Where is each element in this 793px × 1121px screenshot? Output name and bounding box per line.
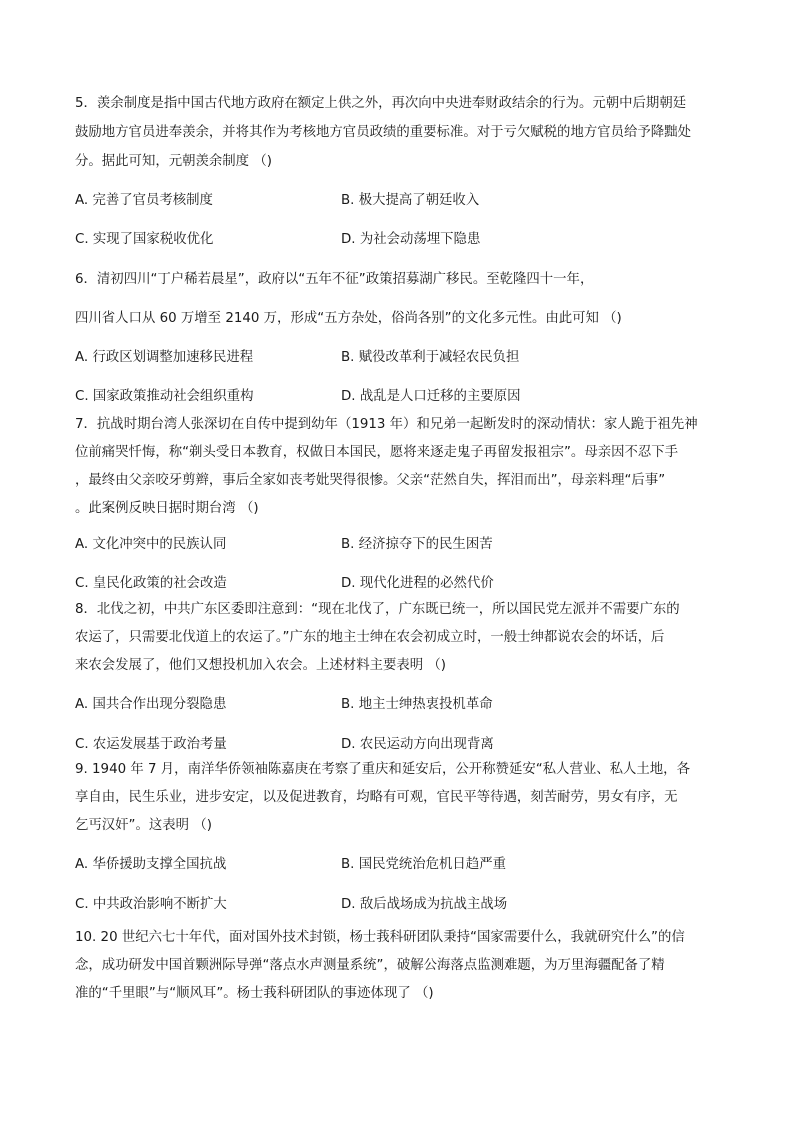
question-9-line-1: 9. 1940 年 7 月，南洋华侨领袖陈嘉庚在考察了重庆和延安后，公开称赞延安“私人营业、私人土地，各 [75,762,690,777]
question-6-option-b: B. 赋役改革利于减轻农民负担 [341,350,520,365]
question-6-option-d: D. 战乱是人口迁移的主要原因 [341,389,521,404]
question-7-option-d: D. 现代化进程的必然代价 [341,576,494,591]
question-9-option-c: C. 中共政治影响不断扩大 [75,897,227,912]
question-6-line-1: 6．清初四川“丁户稀若晨星”，政府以“五年不征”政策招募湖广移民。至乾隆四十一年， [75,272,594,287]
question-5-option-d: D. 为社会动荡埋下隐患 [341,232,481,247]
question-8-line-1: 8．北伐之初，中共广东区委即注意到：“现在北伐了，广东既已统一，所以国民党左派并不需要广东的 [75,602,680,617]
question-7-line-3: ，最终由父亲咬牙剪辫，事后全家如丧考妣哭得很惨。父亲“茫然自失，挥泪而出”，母亲料理“后事” [75,473,666,488]
question-7-option-a: A. 文化冲突中的民族认同 [75,537,227,552]
question-9-option-a: A. 华侨援助支撑全国抗战 [75,857,227,872]
question-8-option-c: C. 农运发展基于政治考量 [75,737,227,752]
question-7-line-1: 7．抗战时期台湾人张深切在自传中提到幼年（1913 年）和兄弟一起断发时的深动情状：家人跪于祖先神 [75,417,698,432]
question-9-line-2: 享自由，民生乐业，进步安定，以及促进教育，均略有可观，官民平等待遇，刻苦耐劳，男女有序，无 [75,790,678,805]
question-7-option-c: C. 皇民化政策的社会改造 [75,576,227,591]
question-7-option-b: B. 经济掠夺下的民生困苦 [341,537,493,552]
question-5-option-b: B. 极大提高了朝廷收入 [341,193,480,208]
question-5-line-1: 5．羡余制度是指中国古代地方政府在额定上供之外，再次向中央进奉财政结余的行为。元朝中后期朝廷 [75,96,687,111]
question-8-option-a: A. 国共合作出现分裂隐患 [75,697,227,712]
question-5-option-c: C. 实现了国家税收优化 [75,232,214,247]
question-6-line-2: 四川省人口从 60 万增至 2140 万，形成“五方杂处，俗尚各别”的文化多元性。由此可知 （) [75,311,622,326]
question-8-option-d: D. 农民运动方向出现背离 [341,737,494,752]
question-7-line-4: 。此案例反映日据时期台湾 （) [75,501,259,516]
question-10-line-1: 10. 20 世纪六七十年代，面对国外技术封锁，杨士莪科研团队秉持“国家需要什么，我就研究什么”的信 [75,930,685,945]
question-9-option-b: B. 国民党统治危机日趋严重 [341,857,506,872]
question-10-line-3: 准的“千里眼”与“顺风耳”。杨士莪科研团队的事迹体现了 （) [75,986,434,1001]
question-8-line-2: 农运了，只需要北伐道上的农运了。”广东的地主士绅在农会初成立时，一般士绅都说农会的坏话，后 [75,630,665,645]
question-8-option-b: B. 地主士绅热衷投机革命 [341,697,493,712]
question-9-line-3: 乞丐汉奸”。这表明 （) [75,818,212,833]
question-5-line-2: 鼓励地方官员进奉羡余，并将其作为考核地方官员政绩的重要标准。对于亏欠赋税的地方官员给予降黜处 [75,125,691,140]
question-5-line-3: 分。据此可知，元朝羡余制度 （) [75,154,272,169]
question-6-option-c: C. 国家政策推动社会组织重构 [75,389,254,404]
question-6-option-a: A. 行政区划调整加速移民进程 [75,350,254,365]
question-9-option-d: D. 敌后战场成为抗战主战场 [341,897,508,912]
question-5-option-a: A. 完善了官员考核制度 [75,193,213,208]
question-8-line-3: 来农会发展了，他们又想投机加入农会。上述材料主要表明 （) [75,658,447,673]
question-10-line-2: 念，成功研发中国首颗洲际导弹“落点水声测量系统”，破解公海落点监测难题，为万里海疆配备了精 [75,958,665,973]
question-7-line-2: 位前痛哭忏悔，称“剃头受日本教育，权做日本国民，愿将来逐走鬼子再留发报祖宗”。母亲因不忍下手 [75,445,679,460]
